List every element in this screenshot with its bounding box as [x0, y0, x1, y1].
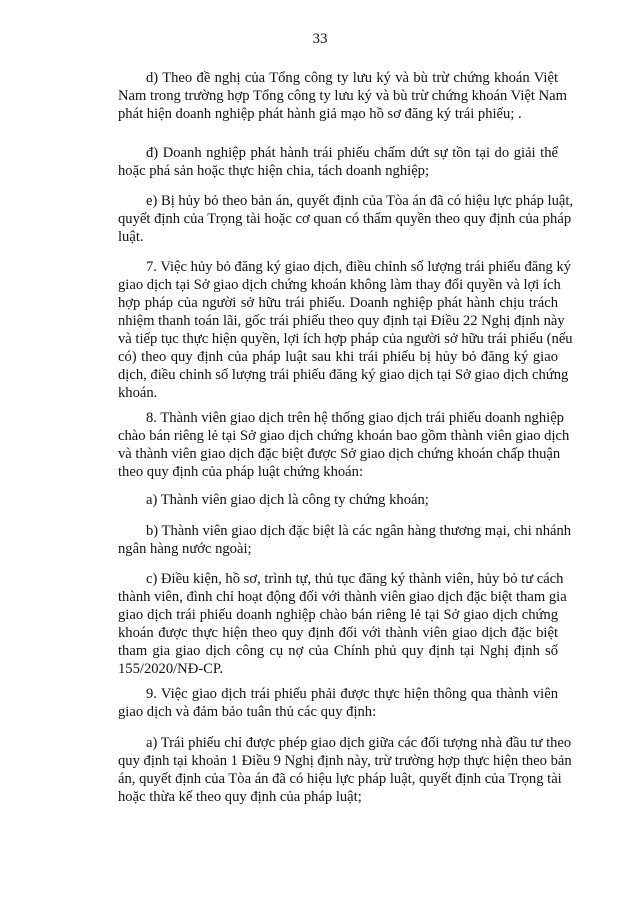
text-line: và thành viên giao dịch đặc biệt được Sở giao dịch chứng khoán chấp thuận — [118, 446, 561, 462]
text-line: quyết định của Trọng tài hoặc cơ quan có thẩm quyền theo quy định của pháp — [118, 211, 572, 227]
text-line: phát hiện doanh nghiệp phát hành giả mạo hồ sơ đăng ký trái phiếu; . — [118, 106, 522, 122]
paragraph-8a — [118, 491, 558, 509]
text-line: và tiếp tục thực hiện quyền, lợi ích hợp pháp của người sở hữu trái phiếu (nếu — [118, 331, 573, 347]
text-line: giao dịch trái phiếu doanh nghiệp chào bán riêng lẻ tại Sở giao dịch chứng — [118, 607, 558, 623]
text-line: chào bán riêng lẻ tại Sở giao dịch chứng khoán bao gồm thành viên giao dịch — [118, 428, 570, 444]
text-line: tham gia giao dịch công cụ nợ của Chính phủ quy định tại Nghị định số — [118, 643, 558, 659]
text-line: 9. Việc giao dịch trái phiếu phải được thực hiện thông qua thành viên — [146, 686, 558, 702]
text-line: hoặc phá sản hoặc thực hiện chia, tách doanh nghiệp; — [118, 163, 430, 179]
text-line: dịch, điều chỉnh số lượng trái phiếu đăng ký giao dịch tại Sở giao dịch chứng — [118, 367, 569, 383]
text-line: 155/2020/NĐ-CP. — [118, 661, 224, 677]
paragraph-e — [118, 192, 574, 246]
text-line: hợp pháp của người sở hữu trái phiếu. Doanh nghiệp phát hành chịu trách — [118, 295, 558, 311]
paragraph-7 — [118, 258, 573, 402]
text-line: c) Điều kiện, hồ sơ, trình tự, thủ tục đăng ký thành viên, hủy bỏ tư cách — [146, 571, 564, 587]
text-line: e) Bị hủy bỏ theo bản án, quyết định của Tòa án đã có hiệu lực pháp luật, — [146, 193, 574, 209]
text-line: 7. Việc hủy bỏ đăng ký giao dịch, điều chỉnh số lượng trái phiếu đăng ký — [146, 259, 572, 275]
text-line: án, quyết định của Tòa án đã có hiệu lực pháp luật, quyết định của Trọng tài — [118, 771, 562, 787]
text-line: nhiệm thanh toán lãi, gốc trái phiếu theo quy định tại Điều 22 Nghị định này — [118, 313, 565, 329]
text-line: thành viên, đình chỉ hoạt động đối với thành viên giao dịch đặc biệt tham gia — [118, 589, 567, 605]
text-line: luật. — [118, 229, 144, 245]
text-line: Nam trong trường hợp Tổng công ty lưu ký và bù trừ chứng khoán Việt Nam — [118, 88, 567, 104]
paragraph-9a — [118, 734, 572, 806]
paragraph-8c — [118, 570, 567, 678]
text-line: 8. Thành viên giao dịch trên hệ thống giao dịch trái phiếu doanh nghiệp — [146, 410, 564, 426]
text-line: khoán. — [118, 385, 158, 401]
text-line: a) Thành viên giao dịch là công ty chứng khoán; — [146, 492, 429, 508]
text-line: a) Trái phiếu chỉ được phép giao dịch giữa các đối tượng nhà đầu tư theo — [146, 735, 572, 751]
text-line: khoán được thực hiện theo quy định đối với thành viên giao dịch đặc biệt — [118, 625, 558, 641]
text-line: b) Thành viên giao dịch đặc biệt là các ngân hàng thương mại, chi nhánh — [146, 523, 572, 539]
paragraph-8 — [118, 409, 570, 481]
paragraph-dd — [118, 144, 558, 180]
text-line: quy định tại khoản 1 Điều 9 Nghị định này, trừ trường hợp thực hiện theo bản — [118, 753, 572, 769]
text-line: có) theo quy định của pháp luật sau khi trái phiếu bị hủy bỏ đăng ký giao — [118, 349, 558, 365]
text-line: đ) Doanh nghiệp phát hành trái phiếu chấm dứt sự tồn tại do giải thể — [146, 145, 558, 161]
page-number: 33 — [312, 31, 328, 47]
text-line: theo quy định của pháp luật chứng khoán: — [118, 464, 364, 480]
text-line: hoặc thừa kế theo quy định của pháp luật; — [118, 789, 362, 805]
text-line: giao dịch và đảm bảo tuân thủ các quy định: — [118, 704, 377, 720]
text-line: giao dịch tại Sở giao dịch chứng khoán không làm thay đổi quyền và lợi ích — [118, 277, 561, 293]
paragraph-9 — [118, 685, 558, 721]
text-line: d) Theo đề nghị của Tổng công ty lưu ký và bù trừ chứng khoán Việt — [146, 70, 558, 86]
paragraph-8b — [118, 522, 572, 558]
paragraph-d — [118, 69, 567, 123]
text-line: ngân hàng nước ngoài; — [118, 541, 252, 557]
